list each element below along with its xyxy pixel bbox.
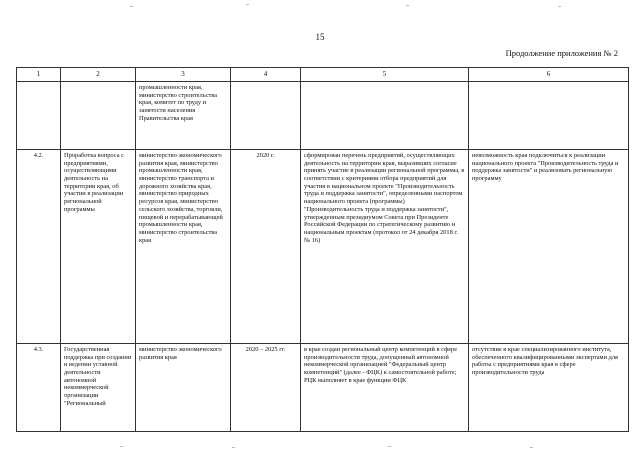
table-row [17, 344, 629, 432]
column-header: 6 [469, 68, 629, 82]
scan-artifact [246, 4, 249, 5]
table-row [17, 82, 629, 150]
column-header: 1 [17, 68, 61, 82]
executors-cell: промышленности края, министерство строительства края, комитет по труду и занятости населения Правительства края [136, 82, 231, 150]
activity-cell [61, 82, 136, 150]
risks-cell: невозможность края подключиться к реализации национального проекта "Производительность труда и поддержка занятости" и реализовать региональную программу [469, 150, 629, 344]
row-number-cell: 4.2. [17, 150, 61, 344]
period-cell: 2020 г. [231, 150, 301, 344]
table-row [17, 150, 629, 344]
activity-cell: Проработка вопроса с предприятиями, осуществляющими деятельность на территории края, об участии в реализации региональной программы [61, 150, 136, 344]
scan-artifact [388, 446, 391, 447]
risks-cell: отсутствие в крае специализированного института, обеспеченного квалифицированными экспертами для работы с предприятиями края в сфере производительности труда [469, 344, 629, 432]
scan-artifact [406, 5, 409, 6]
result-cell: сформирован перечень предприятий, осуществляющих деятельность на территории края, выразивших согласие принять участие в реализации региональной программы, в соответствии с критериями отбора предприятий для участия в национальном проекте "Производительность труда и поддержка занятости", определенными паспортом национального проекта (программы) "Производительность труда и поддержка занятости", утвержденным президиумом Совета при Президенте Российской Федерации по стратегическому развитию и национальным проектам (протокол от 24 декабря 2018 г. № 16) [301, 150, 469, 344]
period-cell: 2020 – 2025 гг. [231, 344, 301, 432]
row-number-cell: 4.3. [17, 344, 61, 432]
column-header: 3 [136, 68, 231, 82]
result-cell: в крае создан региональный центр компетенций в сфере производительности труда, допущенный автономной некоммерческой организацией "Федеральный центр компетенций" (далее - ФЦК) к самостоятельной работе; РЦК выполняет в крае функции ФЦК [301, 344, 469, 432]
scan-artifact [232, 447, 235, 448]
scan-artifact [558, 6, 561, 7]
period-cell [231, 82, 301, 150]
appendix-table [16, 67, 629, 432]
risks-cell [469, 82, 629, 150]
column-header: 4 [231, 68, 301, 82]
scan-artifact [120, 446, 123, 447]
continuation-label: Продолжение приложения № 2 [505, 48, 618, 58]
executors-cell: министерство экономического развития края, министерство промышленности края, министерство транспорта и дорожного хозяйства края, министерство природных ресурсов края, министерство сельского хозяйства, торговли, пищевой и перерабатывающей промышленности края, министерство строительства края [136, 150, 231, 344]
page-number: 15 [315, 32, 325, 42]
column-header: 2 [61, 68, 136, 82]
scan-artifact [530, 447, 533, 448]
executors-cell: министерство экономического развития края [136, 344, 231, 432]
table-header-row [17, 68, 629, 82]
scan-artifact [130, 6, 133, 7]
row-number-cell [17, 82, 61, 150]
column-header: 5 [301, 68, 469, 82]
activity-cell: Государственная поддержка при создании и ведении уставной деятельности автономной некоммерческой организации "Региональный [61, 344, 136, 432]
result-cell [301, 82, 469, 150]
